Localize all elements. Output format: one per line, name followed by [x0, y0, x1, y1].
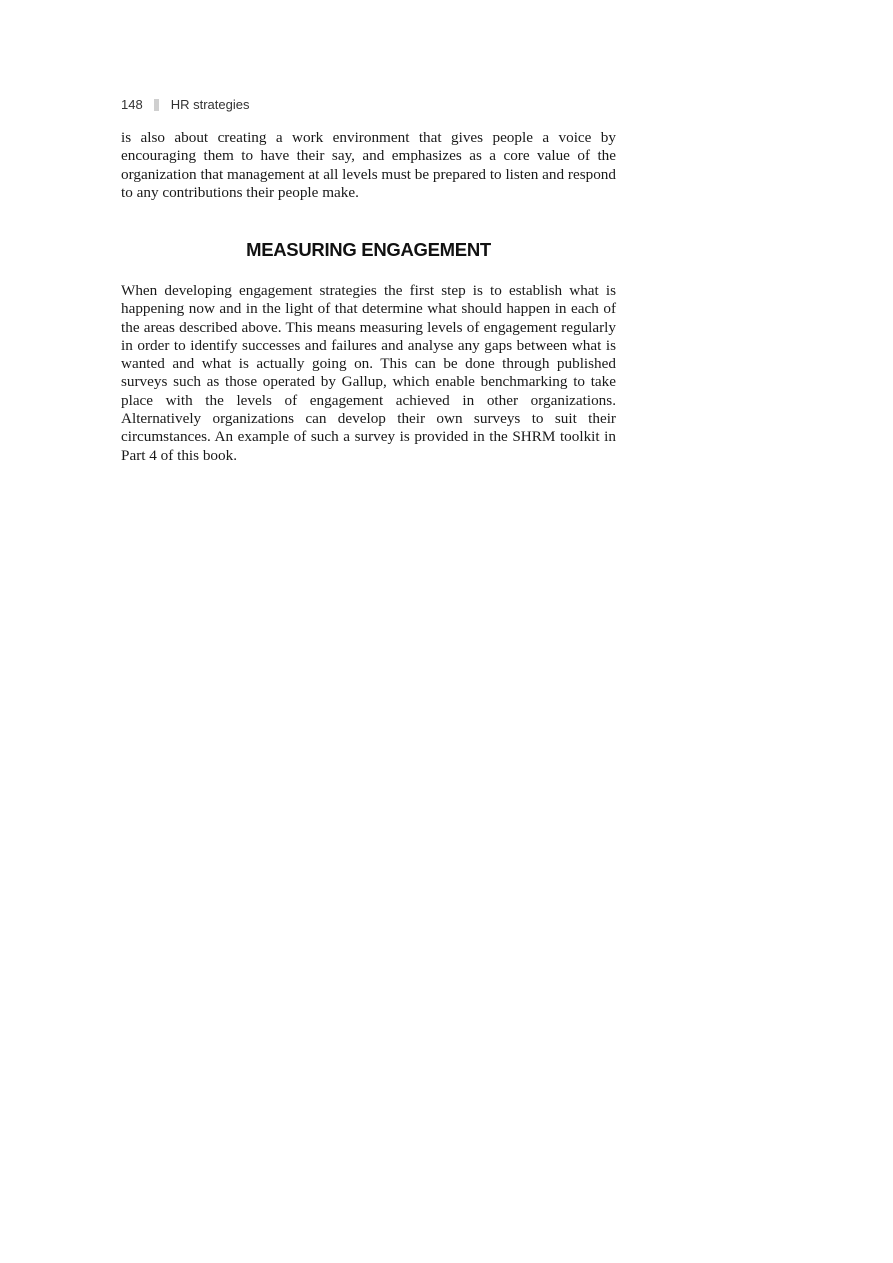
header-separator: [154, 99, 159, 111]
page-number: 148: [121, 97, 143, 112]
running-head: [121, 96, 249, 114]
section-heading: MEASURING ENGAGEMENT: [246, 239, 491, 260]
running-title: HR strategies: [170, 97, 250, 112]
body-paragraph: When developing engagement strategies the first step is to establish what is happening now and in the light of that determine what should happen in each of the areas described above. This means measuring levels of engagement regularly in order to identify successes and failures and analyse any gaps between what is wanted and what is actually going on. This can be done through published surveys such as those operated by Gallup, which enable benchmarking to take place with the levels of engagement achieved in other organizations. Alternatively organizations can develop their own surveys to suit their circumstances. An example of such a survey is provided in the SHRM toolkit in Part 4 of this book.: [121, 282, 616, 464]
body-paragraph-continued: is also about creating a work environment that gives people a voice by encouraging them to have their say, and emphasizes as a core value of the organization that management at all levels must be prepared to listen and respond to any contributions their people make.: [121, 129, 616, 201]
